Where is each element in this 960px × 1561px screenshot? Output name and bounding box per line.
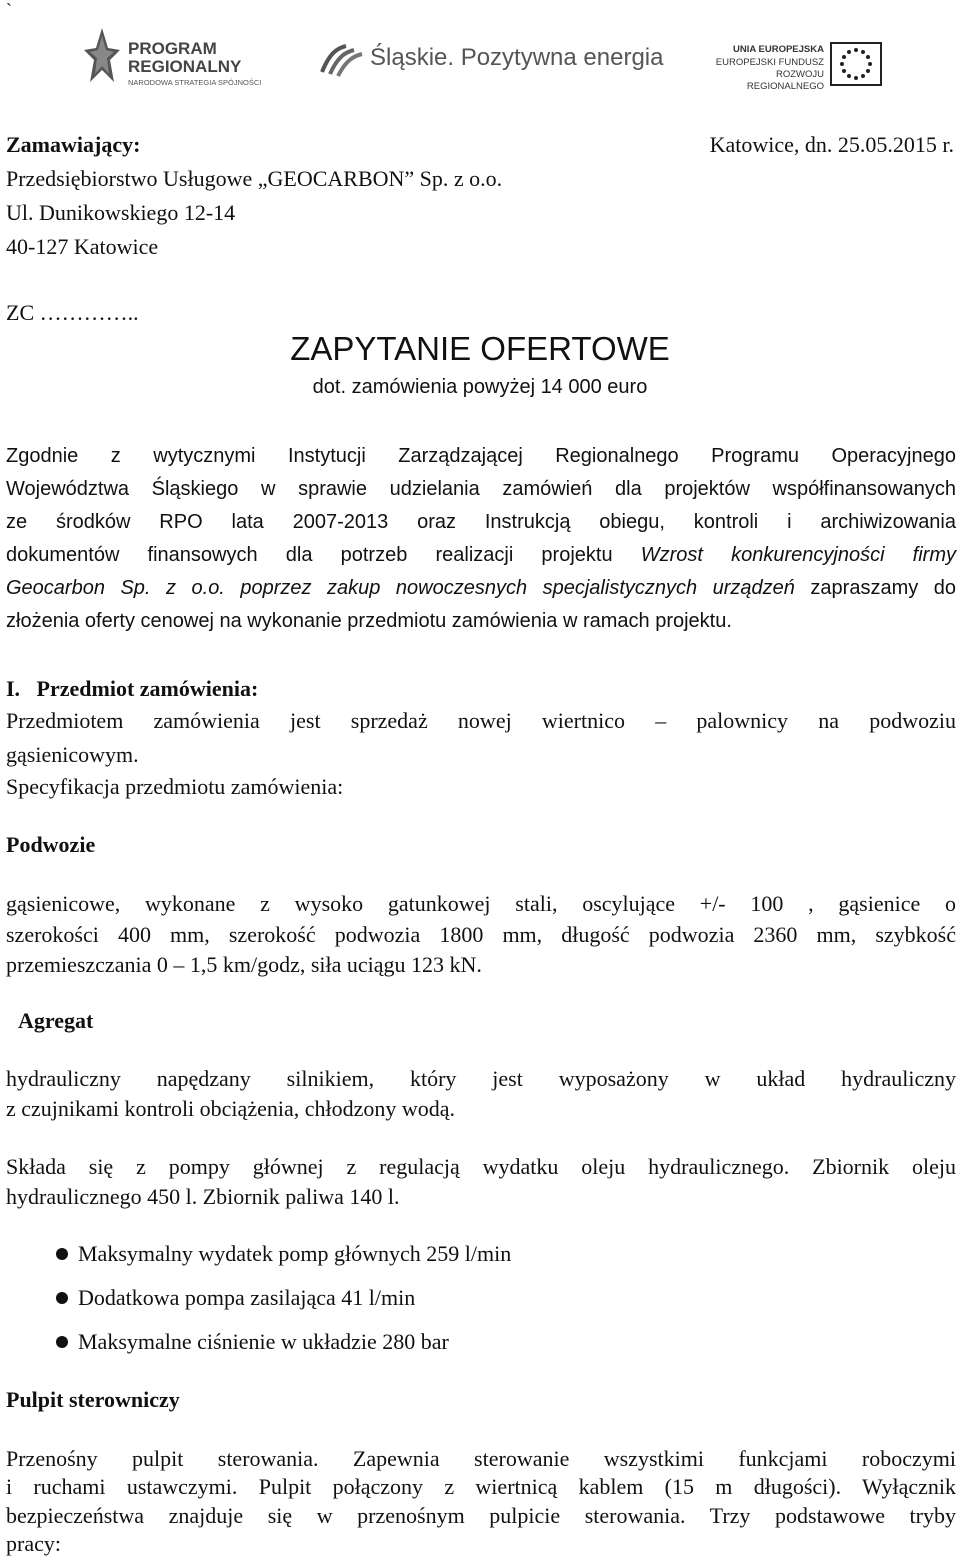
intro-line-6: złożenia oferty cenowej na wykonanie przedmiotu zamówienia w ramach projektu. (6, 610, 732, 632)
intro-line-5: Geocarbon Sp. z o.o. poprzez zakup nowoczesnych specjalistycznych urządzeń zapraszamy do (6, 577, 956, 599)
stray-tick-mark: ` (6, 0, 12, 20)
intro-line-2: Województwa Śląskiego w sprawie udzielania zamówień dla projektów współfinansowanych (6, 478, 956, 500)
podwozie-line-3: przemieszczania 0 – 1,5 km/godz, siła uciągu 123 kN. (6, 952, 482, 977)
list-item: Maksymalne ciśnienie w układzie 280 bar (56, 1328, 511, 1372)
agregat-p2-line-1: Składa się z pompy głównej z regulacją wydatku oleju hydraulicznego. Zbiornik oleju (6, 1154, 956, 1179)
eu-flag-icon (830, 42, 882, 86)
agregat-bullet-list (56, 1240, 511, 1372)
reference-number: ZC ………….. (6, 300, 139, 325)
logo1-line1: PROGRAM (128, 39, 217, 58)
podwozie-line-1: gąsienicowe, wykonane z wysoko gatunkowej stali, oscylujące +/- 100 , gąsienice o (6, 891, 956, 916)
buyer-name: Przedsiębiorstwo Usługowe „GEOCARBON” Sp. z o.o. (6, 166, 503, 191)
section-1-heading: I. Przedmiot zamówienia: (6, 676, 259, 701)
document-date: Katowice, dn. 25.05.2015 r. (709, 132, 954, 157)
page-title: ZAPYTANIE OFERTOWE (290, 330, 670, 367)
eu-logo (698, 42, 884, 92)
logo3-line1: UNIA EUROPEJSKA (733, 44, 824, 55)
bullet-icon (56, 1248, 68, 1260)
wave-emblem-icon (320, 42, 364, 78)
bullet-icon (56, 1292, 68, 1304)
pulpit-line-2: i ruchami ustawczymi. Pulpit połączony z wiertnicą kablem (15 m długości). Wyłącznik (6, 1474, 956, 1499)
podwozie-heading: Podwozie (6, 832, 96, 857)
logo2-text: Śląskie. Pozytywna energia (370, 44, 664, 71)
logo1-line3: NARODOWA STRATEGIA SPÓJNOŚCI (128, 78, 262, 87)
logo3-line2: EUROPEJSKI FUNDUSZ (715, 57, 824, 68)
bullet-icon (56, 1336, 68, 1348)
podwozie-line-2: szerokości 400 mm, szerokość podwozia 1800 mm, długość podwozia 2360 mm, szybkość (6, 922, 956, 947)
buyer-city: 40-127 Katowice (6, 234, 159, 259)
logo3-line3: ROZWOJU REGIONALNEGO (746, 69, 824, 92)
section-1-line-1: Przedmiotem zamówienia jest sprzedaż nowej wiertnico – palownicy na podwoziu (6, 708, 956, 733)
pulpit-line-1: Przenośny pulpit sterowania. Zapewnia sterowanie wszystkimi funkcjami roboczymi (6, 1446, 956, 1471)
agregat-heading: Agregat (18, 1008, 94, 1033)
program-regionalny-logo (82, 26, 272, 90)
pulpit-heading: Pulpit sterowniczy (6, 1387, 180, 1412)
intro-line-1: Zgodnie z wytycznymi Instytucji Zarządzającej Regionalnego Programu Operacyjnego (6, 445, 956, 467)
pulpit-line-3: bezpieczeństwa znajduje się w przenośnym pulpicie sterowania. Trzy podstawowe tryby (6, 1503, 956, 1528)
buyer-label: Zamawiający: (6, 132, 141, 157)
intro-line-3: ze środków RPO lata 2007-2013 oraz Instrukcją obiegu, kontroli i archiwizowania (6, 511, 956, 533)
intro-line-4: dokumentów finansowych dla potrzeb realizacji projektu Wzrost konkurencyjności firmy (6, 544, 957, 566)
buyer-street: Ul. Dunikowskiego 12-14 (6, 200, 236, 225)
page-subtitle: dot. zamówienia powyżej 14 000 euro (312, 376, 648, 398)
list-item: Dodatkowa pompa zasilająca 41 l/min (56, 1284, 511, 1328)
logo1-line2: REGIONALNY (128, 57, 242, 76)
star-emblem-icon (82, 26, 122, 88)
specification-label: Specyfikacja przedmiotu zamówienia: (6, 774, 344, 799)
section-1-line-2: gąsienicowym. (6, 742, 139, 767)
slaskie-logo (320, 40, 664, 80)
agregat-p1-line-2: z czujnikami kontroli obciążenia, chłodzony wodą. (6, 1096, 456, 1121)
list-item: Maksymalny wydatek pomp głównych 259 l/min (56, 1240, 511, 1284)
agregat-p2-line-2: hydraulicznego 450 l. Zbiornik paliwa 140 l. (6, 1184, 400, 1209)
pulpit-line-4: pracy: (6, 1531, 61, 1556)
agregat-p1-line-1: hydrauliczny napędzany silnikiem, który jest wyposażony w układ hydrauliczny (6, 1066, 956, 1091)
